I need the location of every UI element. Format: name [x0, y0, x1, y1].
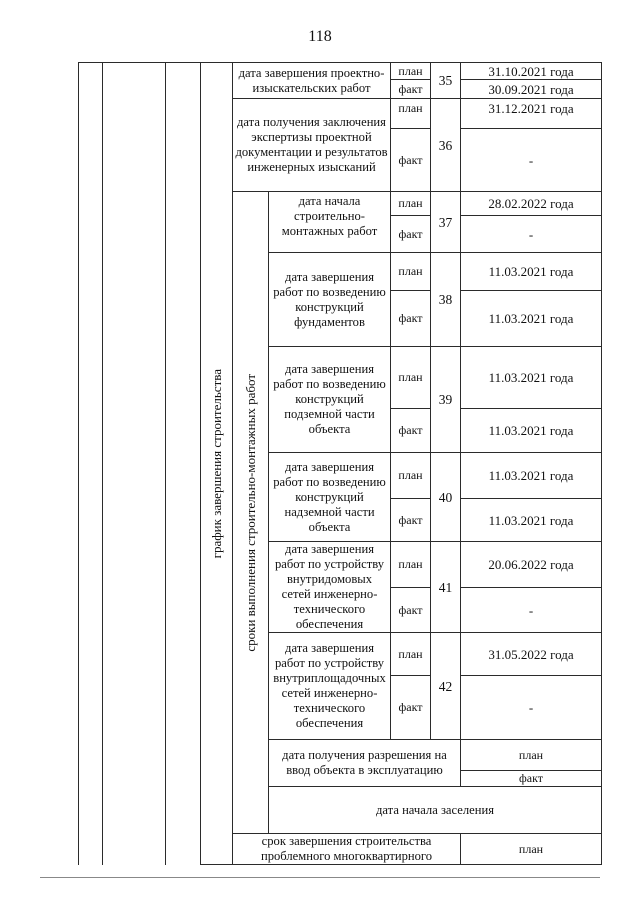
fact-value-36: - — [461, 129, 602, 192]
row-label-44: дата начала заселения — [269, 787, 602, 834]
plan-value-36: 31.12.2021 года — [461, 99, 602, 129]
row-number-41: 41 — [431, 542, 461, 633]
plan-label: план — [461, 740, 602, 771]
plan-label: план — [391, 192, 431, 216]
row-label-40: дата завершения работ по возведению конструкций надземной части объекта — [269, 453, 391, 542]
row-number-36: 36 — [431, 99, 461, 192]
plan-label: план — [391, 99, 431, 129]
plan-label: план — [461, 834, 602, 865]
section-graph-cell — [201, 63, 233, 865]
plan-value-37: 28.02.2022 года — [461, 192, 602, 216]
blank-column-2 — [103, 63, 166, 865]
page-number: 118 — [308, 28, 332, 45]
fact-value-41: - — [461, 588, 602, 633]
row-number-39: 39 — [431, 347, 461, 453]
row-label-39: дата завершения работ по возведению конструкций подземной части объекта — [269, 347, 391, 453]
fact-value-38: 11.03.2021 года — [461, 291, 602, 347]
page-bottom-rule — [40, 877, 600, 878]
plan-label: план — [391, 63, 431, 80]
section-deadlines-cell — [233, 192, 269, 834]
plan-value-41: 20.06.2022 года — [461, 542, 602, 588]
row-number-37: 37 — [431, 192, 461, 253]
fact-label: факт — [461, 771, 602, 787]
plan-label: план — [391, 347, 431, 409]
fact-value-35: 30.09.2021 года — [461, 80, 602, 99]
fact-value-37: - — [461, 216, 602, 253]
row-label-45: срок завершения строительства проблемного многоквартирного — [233, 834, 461, 865]
fact-value-40: 11.03.2021 года — [461, 499, 602, 542]
fact-value-42: - — [461, 676, 602, 740]
row-label-43: дата получения разрешения на ввод объекта в эксплуатацию — [269, 740, 461, 787]
plan-value-39: 11.03.2021 года — [461, 347, 602, 409]
plan-value-42: 31.05.2022 года — [461, 633, 602, 676]
plan-label: план — [391, 633, 431, 676]
fact-label: факт — [391, 499, 431, 542]
plan-value-35: 31.10.2021 года — [461, 63, 602, 80]
row-label-36: дата получения заключения экспертизы проектной документации и результатов инженерных изысканий — [233, 99, 391, 192]
fact-label: факт — [391, 80, 431, 99]
row-label-42: дата завершения работ по устройству внутриплощадочных сетей инженерно-технического обеспечения — [269, 633, 391, 740]
row-label-35: дата завершения проектно-изыскательских работ — [233, 63, 391, 99]
row-label-38: дата завершения работ по возведению конструкций фундаментов — [269, 253, 391, 347]
fact-label: факт — [391, 409, 431, 453]
plan-value-38: 11.03.2021 года — [461, 253, 602, 291]
plan-value-40: 11.03.2021 года — [461, 453, 602, 499]
fact-label: факт — [391, 216, 431, 253]
table-row — [79, 63, 602, 80]
row-label-37: дата начала строительно-монтажных работ — [269, 192, 391, 253]
fact-label: факт — [391, 129, 431, 192]
blank-column-3 — [166, 63, 201, 865]
row-number-40: 40 — [431, 453, 461, 542]
fact-label: факт — [391, 676, 431, 740]
blank-column-1 — [79, 63, 103, 865]
construction-schedule-table — [78, 62, 602, 865]
row-number-38: 38 — [431, 253, 461, 347]
row-label-41: дата завершения работ по устройству внутридомовых сетей инженерно-технического обеспечения — [269, 542, 391, 633]
fact-value-39: 11.03.2021 года — [461, 409, 602, 453]
row-number-35: 35 — [431, 63, 461, 99]
fact-label: факт — [391, 588, 431, 633]
section-deadlines-label: сроки выполнения строительно-монтажных работ — [243, 373, 258, 652]
fact-label: факт — [391, 291, 431, 347]
plan-label: план — [391, 542, 431, 588]
row-number-42: 42 — [431, 633, 461, 740]
plan-label: план — [391, 253, 431, 291]
plan-label: план — [391, 453, 431, 499]
section-graph-label: график завершения строительства — [209, 368, 224, 559]
